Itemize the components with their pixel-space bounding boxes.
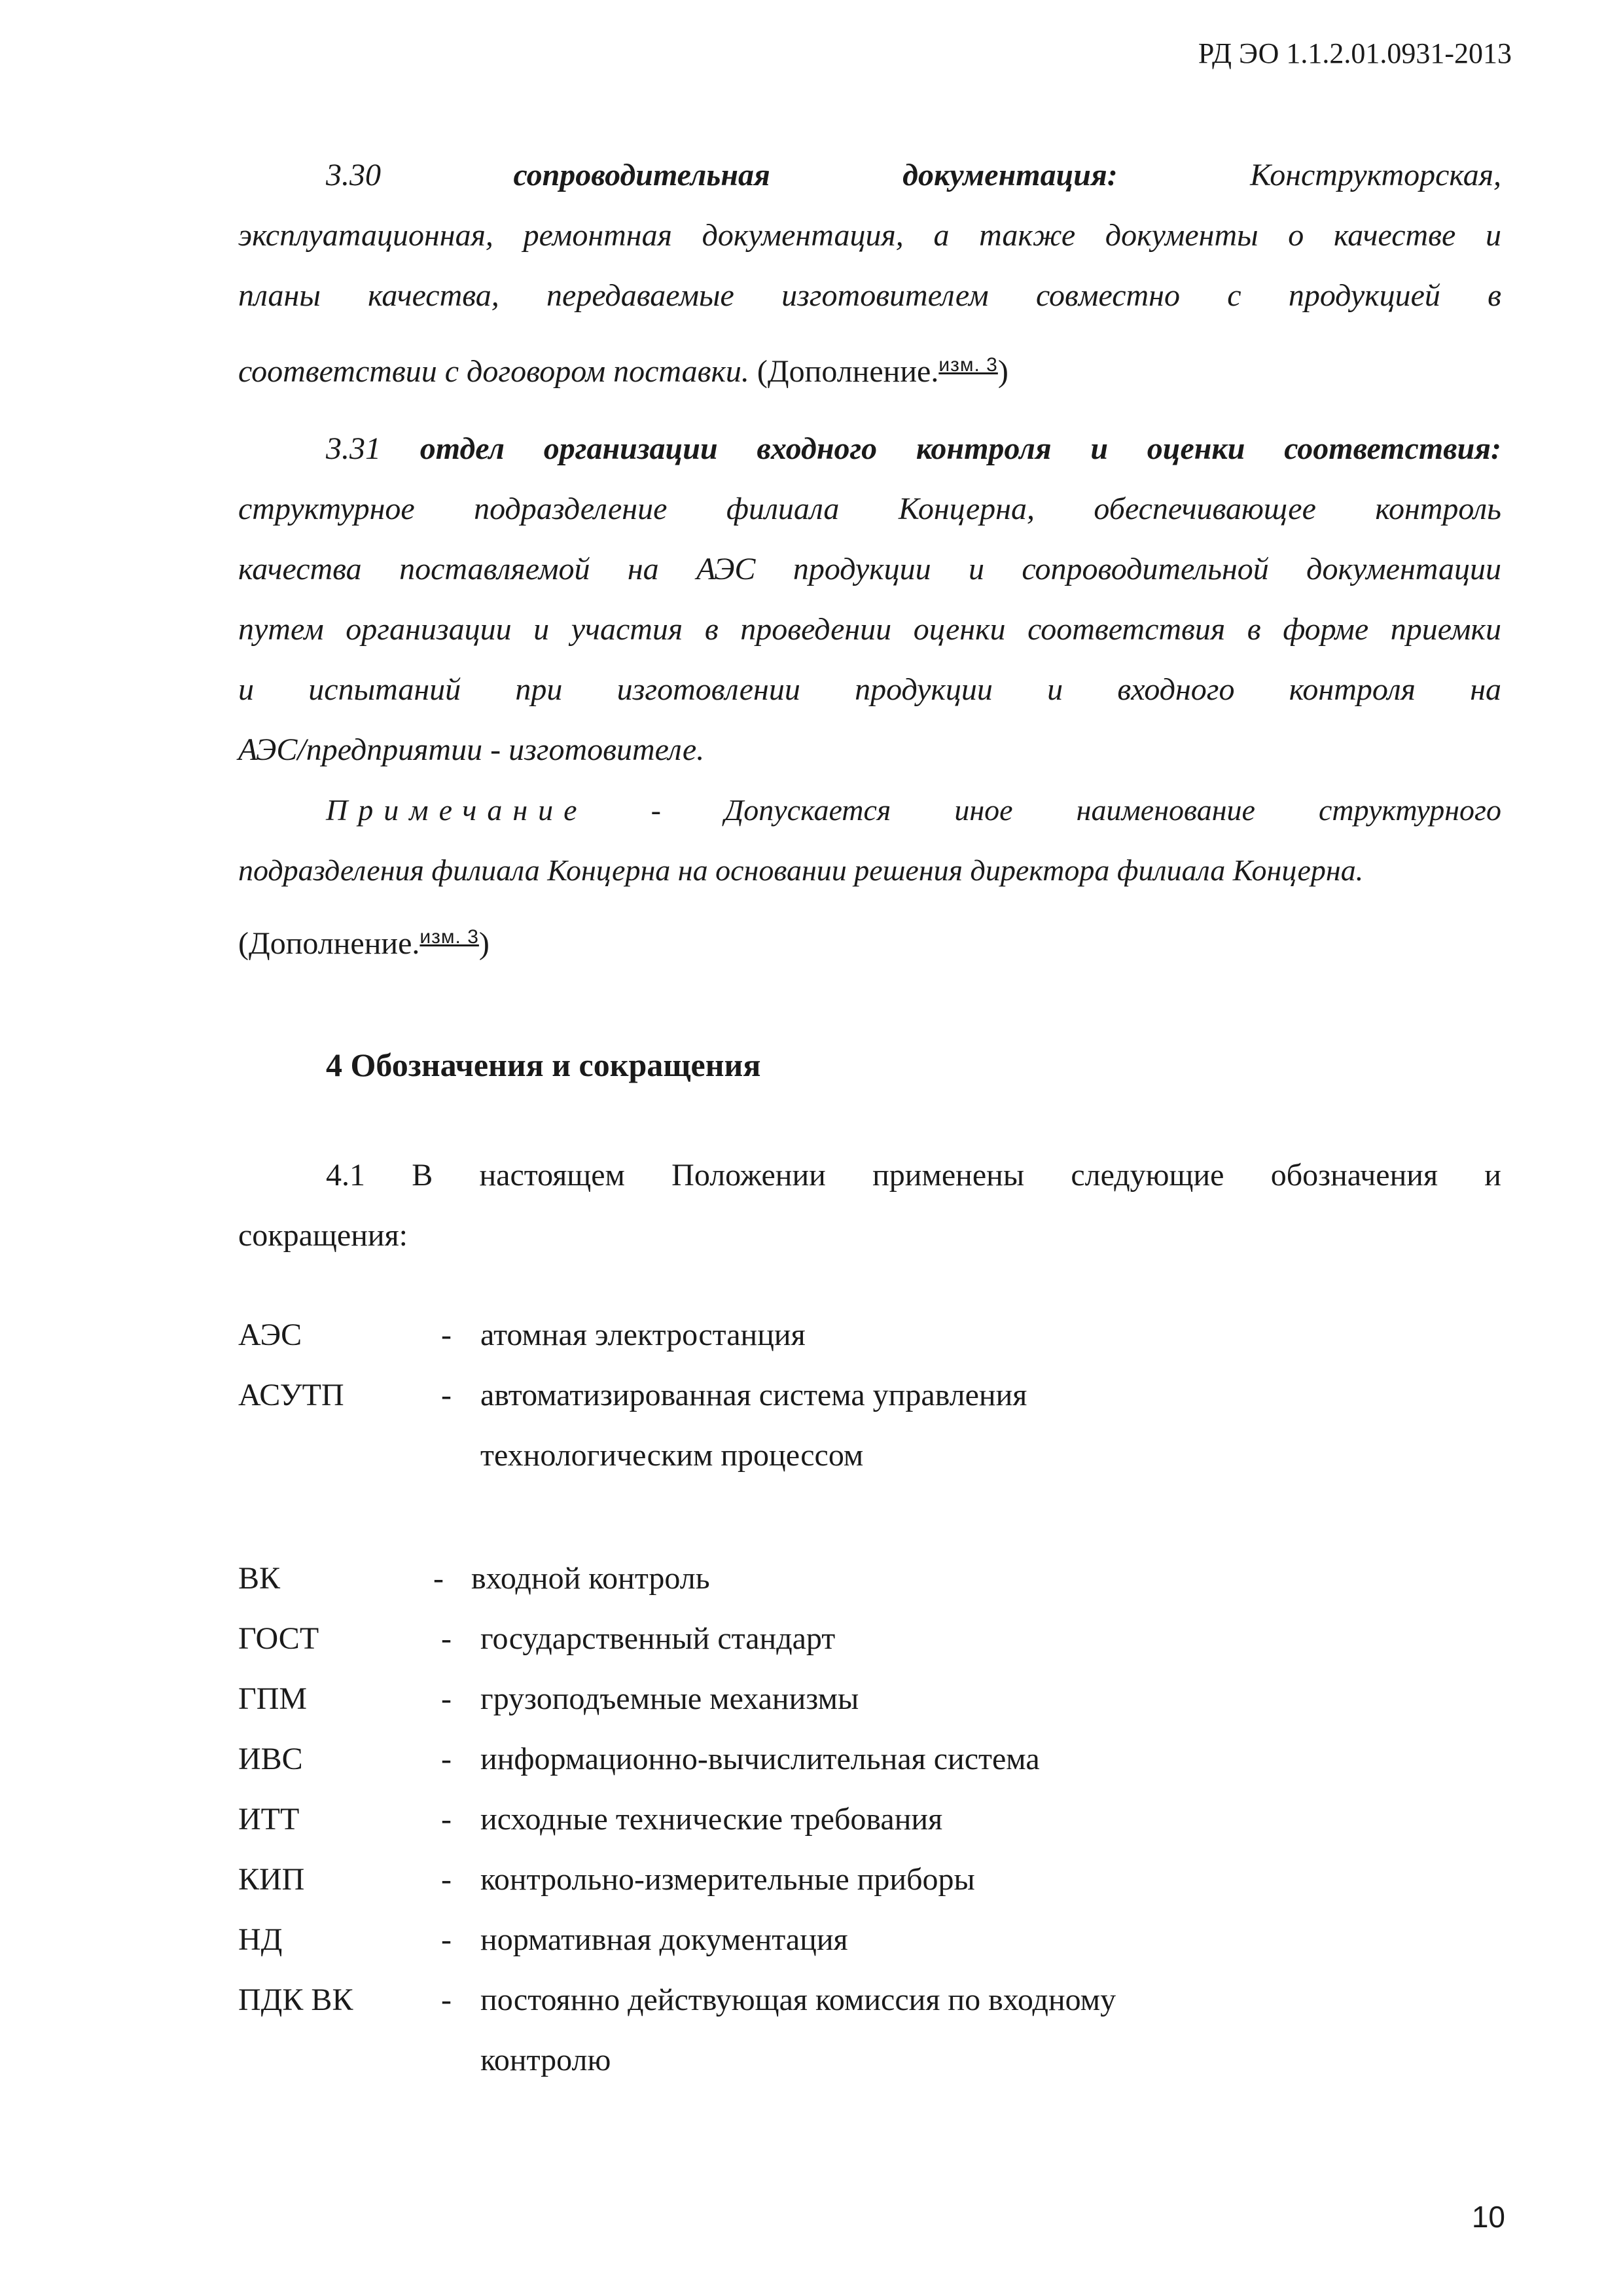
abbreviation-code: ИВС xyxy=(238,1742,303,1776)
clause-3-31-line-1 xyxy=(238,419,1501,479)
clause-3-31-line-6: АЭС/предприятии - изготовителе. xyxy=(238,732,705,767)
clause-3-30-line-2: эксплуатационная, ремонтная документация, а также документы о качестве и xyxy=(238,218,1501,253)
abbreviation-definition: контрольно-измерительные приборы xyxy=(480,1862,975,1897)
abbreviation-definition: исходные технические требования xyxy=(480,1802,943,1837)
abbreviation-definition: технологическим процессом xyxy=(480,1438,864,1473)
paragraph-4-1 xyxy=(238,1145,1501,1270)
closing-paren: ) xyxy=(478,926,490,961)
note-label: Примечание xyxy=(326,793,588,827)
clause-3-31-line-4: путем организации и участия в проведении оценки соответствия в форме приемки xyxy=(238,612,1501,647)
abbreviation-dash: - xyxy=(441,1378,452,1412)
clause-3-31 xyxy=(238,419,1501,975)
change-reference-link[interactable]: изм. 3 xyxy=(419,926,479,948)
abbreviation-dash: - xyxy=(441,1621,452,1656)
clause-number: 3.30 xyxy=(326,158,381,192)
definition-start: Конструкторская, xyxy=(1250,158,1501,192)
clause-3-31-line-3: качества поставляемой на АЭС продукции и сопроводительной документации xyxy=(238,552,1501,586)
clause-3-30-line-3: планы качества, передаваемые изготовителем совместно с продукцией в xyxy=(238,278,1501,313)
clause-3-30 xyxy=(238,145,1501,401)
abbreviation-definition: грузоподъемные механизмы xyxy=(480,1681,859,1716)
abbreviation-dash: - xyxy=(441,1681,452,1716)
abbreviation-code: КИП xyxy=(238,1862,305,1897)
section-heading: 4 Обозначения и сокращения xyxy=(326,1047,761,1083)
paragraph-4-1-line-2: сокращения: xyxy=(238,1218,408,1253)
document-code-header: РД ЭО 1.1.2.01.0931-2013 xyxy=(1198,37,1512,69)
abbreviation-definition: нормативная документация xyxy=(480,1922,848,1957)
clause-3-30-line-1 xyxy=(238,145,1501,206)
clause-3-31-addition xyxy=(238,907,1501,967)
abbreviation-definition: атомная электростанция xyxy=(480,1318,806,1352)
term-bold: отдел организации входного контроля и оценки соответствия: xyxy=(419,431,1501,466)
term-bold: сопроводительная xyxy=(513,158,770,192)
abbreviation-code: ПДК ВК xyxy=(238,1982,353,2017)
note-dash: - xyxy=(651,793,661,827)
abbreviation-dash: - xyxy=(441,1982,452,2017)
note-line-1 xyxy=(238,780,1501,840)
note-line-2: подразделения филиала Концерна на основании решения директора филиала Концерна. xyxy=(238,853,1364,887)
addition-label: (Дополнение. xyxy=(757,354,939,389)
abbreviation-dash: - xyxy=(441,1318,452,1352)
term-bold-2: документация: xyxy=(902,158,1118,192)
abbreviation-dash: - xyxy=(441,1742,452,1776)
clause-number: 3.31 xyxy=(326,431,381,466)
clause-3-31-line-5: и испытаний при изготовлении продукции и входного контроля на xyxy=(238,672,1501,707)
change-reference-link[interactable]: изм. 3 xyxy=(938,354,998,376)
abbreviation-code: ГОСТ xyxy=(238,1621,319,1656)
abbreviation-code: АЭС xyxy=(238,1318,302,1352)
clause-3-31-line-2: структурное подразделение филиала Концерна, обеспечивающее контроль xyxy=(238,492,1501,526)
addition-label: (Дополнение. xyxy=(238,926,420,961)
abbreviation-dash: - xyxy=(441,1922,452,1957)
clause-3-30-line-4 xyxy=(238,335,1501,395)
abbreviation-dash: - xyxy=(441,1862,452,1897)
abbreviation-definition: постоянно действующая комиссия по входному xyxy=(480,1982,1116,2017)
paragraph-4-1-line-1: 4.1 В настоящем Положении применены следующие обозначения и xyxy=(326,1158,1501,1193)
closing-paren: ) xyxy=(997,354,1008,389)
abbreviation-definition: информационно-вычислительная система xyxy=(480,1742,1040,1776)
abbreviation-code: АСУТП xyxy=(238,1378,344,1412)
abbreviation-code: НД xyxy=(238,1922,283,1957)
abbreviation-definition: автоматизированная система управления xyxy=(480,1378,1027,1412)
page-number: 10 xyxy=(1471,2200,1505,2234)
abbreviation-code: ИТТ xyxy=(238,1802,300,1837)
definition-end: соответствии с договором поставки. xyxy=(238,354,749,389)
abbreviation-dash: - xyxy=(441,1802,452,1837)
abbreviation-definition: контролю xyxy=(480,2043,611,2077)
abbreviation-definition: государственный стандарт xyxy=(480,1621,836,1656)
abbreviation-definition: входной контроль xyxy=(471,1561,710,1596)
abbreviation-dash: - xyxy=(433,1561,444,1596)
abbreviation-code: ВК xyxy=(238,1561,281,1596)
abbreviation-code: ГПМ xyxy=(238,1681,308,1716)
note-text-start: Допускается иное наименование структурного xyxy=(724,793,1501,827)
